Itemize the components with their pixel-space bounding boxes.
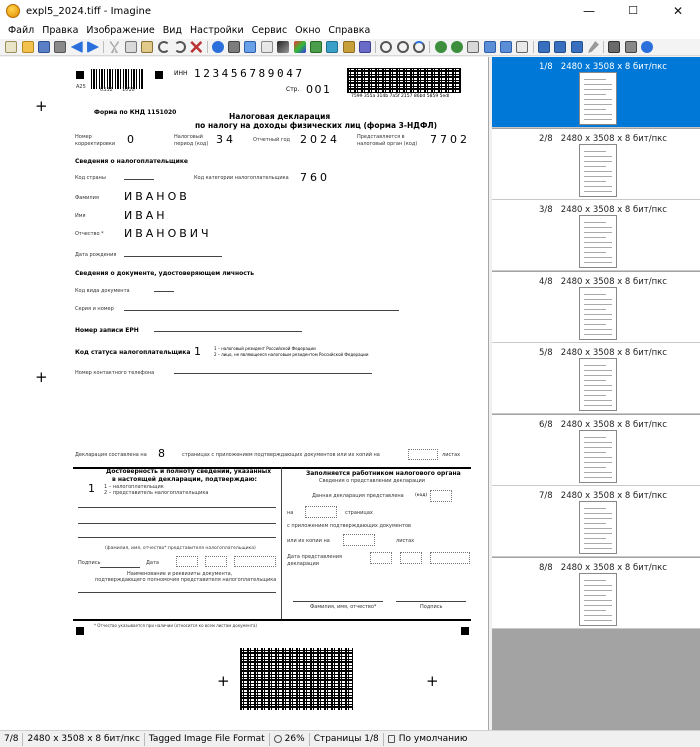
page-thumbnail[interactable] <box>492 57 700 128</box>
sign-label: Подпись <box>78 560 101 566</box>
phone-line <box>174 373 372 374</box>
birthdate-label: Дата рождения <box>75 252 117 258</box>
zoom-icon <box>274 735 282 743</box>
status-mode[interactable] <box>384 733 472 746</box>
status-label: Код статуса налогоплательщика <box>75 349 191 356</box>
thumbnail-number: 3/8 <box>539 205 553 215</box>
office-code: (код) <box>415 493 428 498</box>
zoom-value: 26% <box>284 733 305 744</box>
thumbnail-image <box>579 501 617 554</box>
page-thumbnail[interactable] <box>492 343 700 414</box>
scan-icon[interactable] <box>228 41 240 53</box>
thumbnail-image <box>579 358 617 411</box>
options-icon[interactable] <box>608 41 620 53</box>
composed-pages: 8 <box>158 447 165 460</box>
corner-marker <box>76 71 84 79</box>
page-label: Стр. <box>286 86 300 93</box>
corner-marker <box>461 627 469 635</box>
confirm-code: 1 <box>88 482 95 495</box>
confirm-fio-caption: (фамилия, имя, отчество* представителя налогоплательщика) <box>105 546 256 551</box>
page-thumbnail[interactable] <box>492 200 700 271</box>
menu-window[interactable]: Окно <box>295 25 321 36</box>
correction-label: Номер корректировки <box>75 134 116 147</box>
thumbnail-image <box>579 215 617 268</box>
status-zoom[interactable] <box>270 733 310 746</box>
office-date-box <box>430 552 470 564</box>
thumbnail-number: 8/8 <box>539 562 553 573</box>
section-divider <box>73 619 471 621</box>
prev-page-icon[interactable] <box>451 41 463 53</box>
tools-icon[interactable] <box>587 41 599 53</box>
fio-line <box>78 537 276 538</box>
flip-icon[interactable] <box>359 41 371 53</box>
open-folder-icon[interactable] <box>22 41 34 53</box>
office-sheets: листах <box>396 538 415 544</box>
country-line <box>124 179 154 180</box>
print-icon[interactable] <box>54 41 66 53</box>
toolbar-separator <box>375 41 376 53</box>
page-thumbnail[interactable] <box>492 558 700 629</box>
patronymic-value: ИВАНОВИЧ <box>124 227 212 240</box>
monitor-icon[interactable] <box>538 41 550 53</box>
toolbar-separator <box>429 41 430 53</box>
year-label: Отчетный год <box>253 137 290 143</box>
lock-icon <box>388 735 395 743</box>
window-title: expl5_2024.tiff - Imagine <box>26 5 151 17</box>
category-label: Код категории налогоплательщика <box>194 175 289 181</box>
form-subtitle: по налогу на доходы физических лиц (форма 3-НДФЛ) <box>195 121 438 130</box>
period-value: 34 <box>216 133 236 146</box>
thumbnail-label <box>539 563 667 573</box>
doctype-label: Код вида документа <box>75 288 130 294</box>
copy-icon[interactable] <box>125 41 137 53</box>
composed-label: Декларация составлена на <box>75 452 147 458</box>
screen-icon[interactable] <box>244 41 256 53</box>
section-taxpayer: Сведения о налогоплательщике <box>75 158 188 165</box>
new-icon[interactable] <box>5 41 17 53</box>
ern-line <box>154 331 302 332</box>
help-icon[interactable] <box>641 41 653 53</box>
thumbnail-number: 6/8 <box>539 419 553 430</box>
register-cross: + <box>217 672 230 690</box>
phone-label: Номер контактного телефона <box>75 370 155 376</box>
confirm-title: Достоверность и полноту сведений, указанных <box>106 468 272 475</box>
crop-icon[interactable] <box>261 41 273 53</box>
title-bar <box>0 0 700 22</box>
correction-value: 0 <box>127 133 134 146</box>
office-subtitle: Сведения о представлении декларации <box>319 478 426 484</box>
surname-label: Фамилия <box>75 195 99 201</box>
name-value: ИВАН <box>124 209 168 222</box>
actual-size-icon[interactable] <box>500 41 512 53</box>
form-barcode <box>91 69 143 89</box>
barcode-code: 1010 <box>122 87 135 93</box>
vertical-divider <box>281 467 282 619</box>
office-code-box <box>430 490 452 502</box>
toolbar-separator <box>603 41 604 53</box>
rotate-icon[interactable] <box>343 41 355 53</box>
status-pages: Страницы 1/8 <box>310 733 384 746</box>
thumbnail-label <box>539 420 667 430</box>
page-thumbnail[interactable] <box>492 486 700 557</box>
plugins-icon[interactable] <box>625 41 637 53</box>
thumbnail-label <box>539 134 667 144</box>
series-line <box>124 310 399 311</box>
page-thumbnail[interactable] <box>492 129 700 200</box>
menu-service[interactable]: Сервис <box>251 25 288 36</box>
office-sign-caption: Подпись <box>420 604 443 610</box>
office-date-box <box>370 552 392 564</box>
barcode-code: A25 <box>76 84 86 90</box>
menu-view[interactable]: Вид <box>162 25 182 36</box>
ern-label: Номер записи ЕРН <box>75 327 139 334</box>
docname-line <box>78 592 276 593</box>
organ-label: Представляется в налоговый орган (код) <box>357 134 418 147</box>
thumbnail-info: 2480 x 3508 x 8 бит/пкс <box>560 348 667 358</box>
thumbnail-info: 2480 x 3508 x 8 бит/пкс <box>560 62 667 72</box>
status-note: 1 – налоговый резидент Российской Федерации <box>214 346 316 351</box>
thumbnail-number: 2/8 <box>539 133 553 144</box>
status-page: 7/8 <box>0 733 23 746</box>
menu-file[interactable]: Файл <box>8 25 35 36</box>
register-cross: + <box>35 368 48 386</box>
confirm-title: в настоящей декларации, подтверждаю: <box>112 476 257 483</box>
register-cross: + <box>35 97 48 115</box>
export-icon[interactable] <box>310 41 322 53</box>
date-box <box>205 556 227 567</box>
thumbnail-label <box>539 62 667 72</box>
organ-value: 7702 <box>430 133 470 146</box>
period-label: Налоговый период (код) <box>174 134 209 147</box>
confirm-option: 1 – налогоплательщик <box>104 484 164 490</box>
thumbnail-info: 2480 x 3508 x 8 бит/пкс <box>560 205 667 215</box>
first-page-icon[interactable] <box>435 41 447 53</box>
thumbnail-info: 2480 x 3508 x 8 бит/пкс <box>560 562 667 573</box>
mode-value: По умолчанию <box>398 733 468 744</box>
office-attach: с приложением подтверждающих документов <box>287 523 411 529</box>
status-format: Tagged Image File Format <box>145 733 270 746</box>
barcode-text: 7599 355a 314b 7a5f 2157 86bd 5859 5edl <box>351 94 450 99</box>
thumbnail-image <box>579 287 617 340</box>
thumbnail-panel[interactable] <box>492 57 700 730</box>
thumbnail-number: 5/8 <box>539 348 553 358</box>
thumbnail-info: 2480 x 3508 x 8 бит/пкс <box>560 491 667 501</box>
menu-help[interactable]: Справка <box>328 25 371 36</box>
page-thumbnail[interactable] <box>492 415 700 486</box>
form-title: Налоговая декларация <box>229 112 331 121</box>
menu-bar <box>0 22 700 39</box>
year-value: 2024 <box>300 133 340 146</box>
docname-caption: Наименование и реквизиты документа, <box>127 571 233 577</box>
thumbnail-image <box>579 573 617 626</box>
thumbnail-number: 4/8 <box>539 276 553 287</box>
inn-label: ИНН <box>174 70 188 77</box>
close-button[interactable]: ✕ <box>672 4 684 18</box>
paste-icon[interactable] <box>141 41 153 53</box>
menu-edit[interactable]: Правка <box>42 25 79 36</box>
menu-settings[interactable]: Настройки <box>190 25 244 36</box>
office-title: Заполняется работником налогового органа <box>306 470 461 477</box>
date-label: Дата <box>146 560 159 566</box>
date-box <box>234 556 276 567</box>
slideshow-icon[interactable] <box>554 41 566 53</box>
next-icon[interactable] <box>87 41 99 53</box>
section-document: Сведения о документе, удостоверяющем личность <box>75 270 255 277</box>
thumbnail-label <box>539 277 667 287</box>
composed-text: страницах с приложением подтверждающих документов или их копий на <box>182 452 380 458</box>
status-note: 2 – лицо, не являющееся налоговым резидентом Российской Федерации <box>214 352 369 357</box>
maximize-button[interactable]: ☐ <box>628 4 638 17</box>
series-label: Серия и номер <box>75 306 114 312</box>
thumbnail-label <box>539 348 667 358</box>
minimize-button[interactable]: — <box>583 4 595 18</box>
undo-icon[interactable] <box>158 41 170 53</box>
thumbnail-info: 2480 x 3508 x 8 бит/пкс <box>560 276 667 287</box>
zoom-in-icon[interactable] <box>380 41 392 53</box>
save-icon[interactable] <box>38 41 50 53</box>
thumbnail-label <box>539 491 667 501</box>
fit-window-icon[interactable] <box>467 41 479 53</box>
status-size: 2480 x 3508 x 8 бит/пкс <box>23 733 144 746</box>
toolbar-separator <box>533 41 534 53</box>
confirm-option: 2 – представитель налогоплательщика <box>104 490 209 496</box>
country-label: Код страны <box>75 175 106 181</box>
menu-image[interactable]: Изображение <box>86 25 155 36</box>
resize-icon[interactable] <box>326 41 338 53</box>
sheets-box <box>408 449 438 460</box>
corner-marker <box>155 71 163 79</box>
office-date-label: Дата представления декларации <box>287 554 342 567</box>
patronymic-label: Отчество * <box>75 231 104 237</box>
cut-icon[interactable] <box>108 41 120 53</box>
thumbnail-info: 2480 x 3508 x 8 бит/пкс <box>560 419 667 430</box>
office-date-box <box>400 552 422 564</box>
redo-icon[interactable] <box>174 41 186 53</box>
delete-icon[interactable] <box>190 41 202 53</box>
grayscale-icon[interactable] <box>277 41 289 53</box>
document-barcode <box>347 68 461 93</box>
office-line: Данная декларация представлена <box>312 493 404 499</box>
name-label: Имя <box>75 213 86 219</box>
inn-value: 123456789047 <box>194 67 305 80</box>
previous-icon[interactable] <box>71 41 83 53</box>
date-box <box>176 556 198 567</box>
category-value: 760 <box>300 171 330 184</box>
docname-caption: подтверждающего полномочия представителя налогоплательщика <box>95 577 277 583</box>
thumbnail-image <box>579 430 617 483</box>
sign-line <box>100 567 140 568</box>
doctype-line <box>154 291 174 292</box>
thumbnail-label <box>539 205 667 215</box>
thumbnail-image <box>579 72 617 125</box>
office-sign-line <box>396 601 466 602</box>
surname-value: ИВАНОВ <box>124 190 190 203</box>
barcode-code: 0332 <box>100 87 113 93</box>
zoom-out-icon[interactable] <box>397 41 409 53</box>
color-icon[interactable] <box>294 41 306 53</box>
fio-line <box>78 523 276 524</box>
office-fio-caption: Фамилия, имя, отчество* <box>310 604 377 610</box>
refresh-icon[interactable] <box>413 41 425 53</box>
page-number: 001 <box>306 83 332 96</box>
document-viewer[interactable] <box>0 57 489 730</box>
thumbnail-info: 2480 x 3508 x 8 бит/пкс <box>560 133 667 144</box>
fit-width-icon[interactable] <box>484 41 496 53</box>
status-value: 1 <box>194 345 201 358</box>
fio-line <box>78 507 276 508</box>
fullscreen-icon[interactable] <box>571 41 583 53</box>
register-cross: + <box>426 672 439 690</box>
office-copies-box <box>343 534 375 546</box>
birthdate-line <box>124 256 222 257</box>
thumbnail-number: 7/8 <box>539 491 553 501</box>
office-fio-line <box>293 601 383 602</box>
office-na: на <box>287 510 294 516</box>
page-thumbnail[interactable] <box>492 272 700 343</box>
office-copies: или их копии на <box>287 538 330 544</box>
info-icon[interactable] <box>212 41 224 53</box>
sheets-label: листах <box>442 452 461 458</box>
toolbar <box>0 39 700 56</box>
footnote: * Отчество указывается при наличии (относится ко всем листам документа) <box>94 623 257 628</box>
toolbar-separator <box>207 41 208 53</box>
form-knd: Форма по КНД 1151020 <box>94 109 177 116</box>
toolbar-separator <box>103 41 104 53</box>
document-2d-barcode <box>240 648 353 710</box>
thumbnail-number: 1/8 <box>539 62 553 72</box>
corner-marker <box>76 627 84 635</box>
office-pages: страницах <box>345 510 373 516</box>
office-pages-box <box>305 506 337 518</box>
imagine-app-icon <box>6 4 20 18</box>
status-bar <box>0 730 700 747</box>
thumbnail-view-icon[interactable] <box>516 41 528 53</box>
thumbnail-image <box>579 144 617 197</box>
